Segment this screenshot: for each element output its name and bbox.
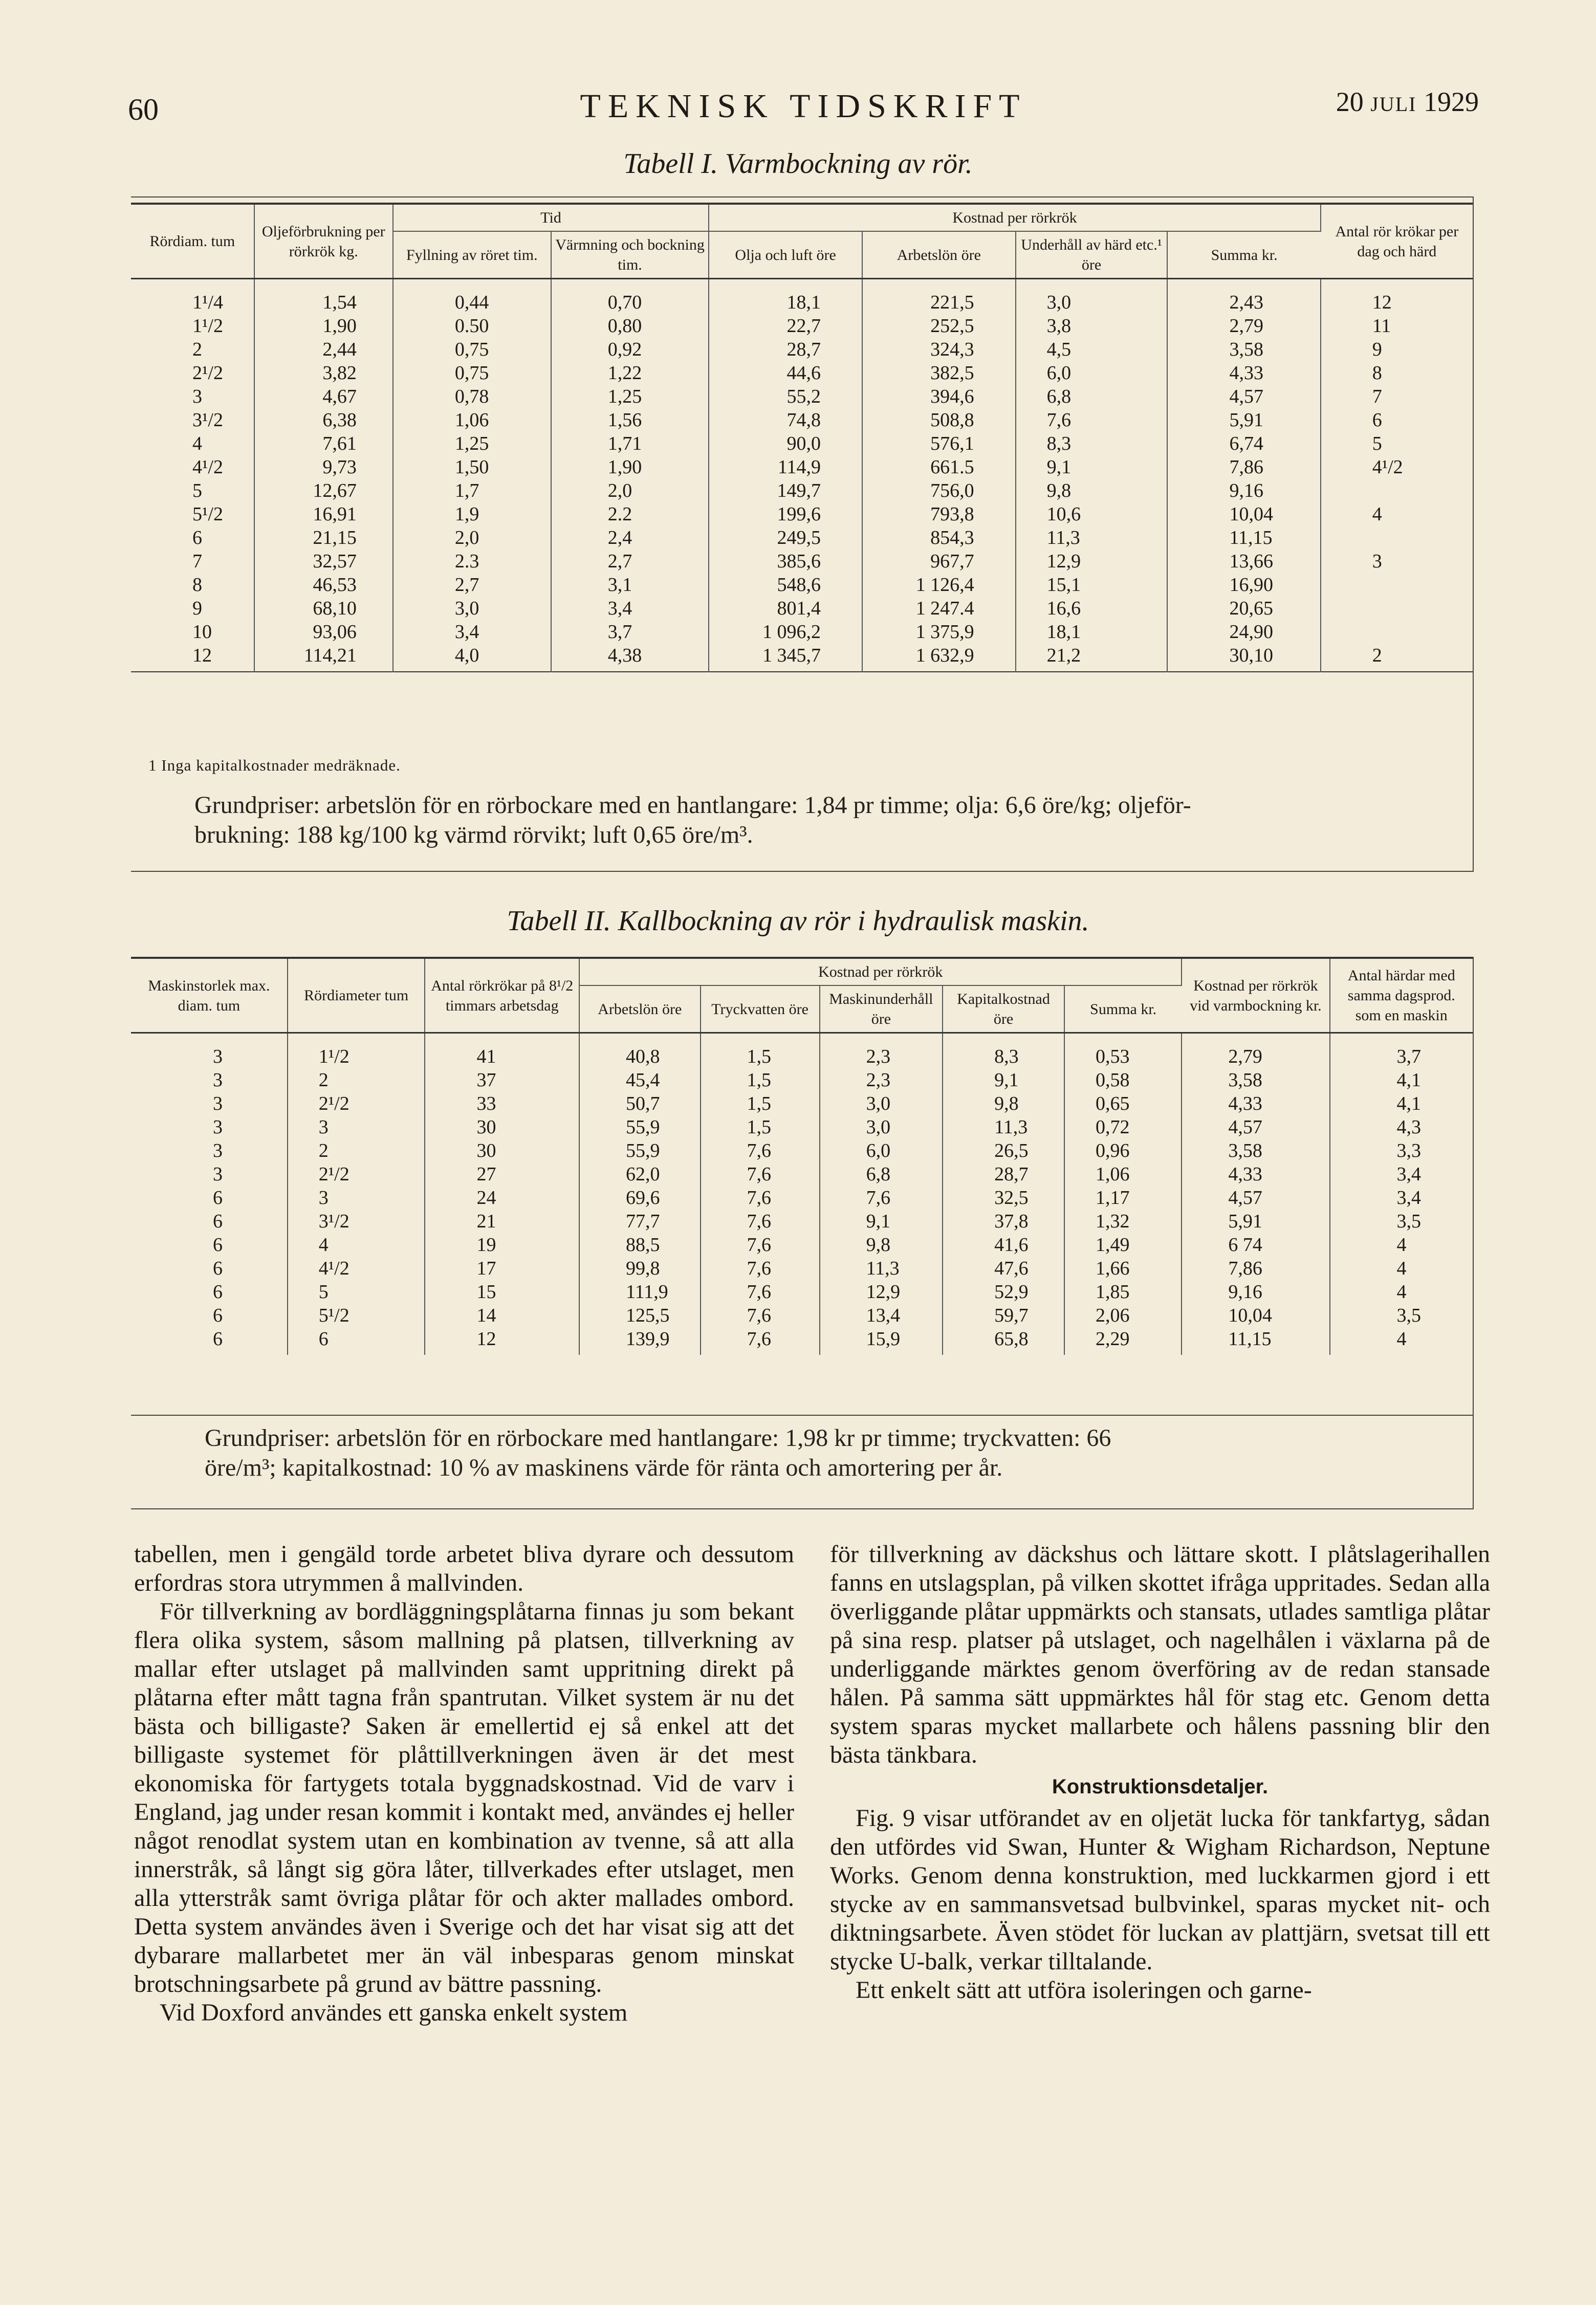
t2-col-tryckvatten: 1,5 1,5 1,5 1,5 7,6 7,6 7,6 7,6 7,6 7,6 7,6 7,6 7,6	[701, 1033, 820, 1355]
t2-col-kostnad-varm: 2,79 3,58 4,33 4,57 3,58 4,33 4,57 5,91 6 74 7,86 9,16 10,04 11,15	[1182, 1033, 1329, 1355]
t1-col-fyllning: 0,44 0.50 0,75 0,75 0,78 1,06 1,25 1,50 1,7 1,9 2,0 2.3 2,7 3,0 3,4 4,0	[393, 279, 551, 672]
t2-header-kapitalkostnad: Kapitalkostnad öre	[943, 985, 1064, 1033]
left-paragraph-1: tabellen, men i gengäld torde arbetet bliva dyrare och dessutom erfordras stora utrymmen å mallvinden.	[134, 1541, 794, 1596]
t2-header-maskinstorlek: Maskinstorlek max. diam. tum	[131, 958, 288, 1033]
date-year: 1929	[1424, 86, 1479, 117]
t1-header-group-tid: Tid	[393, 204, 709, 231]
t2-header-antal-rorkrokar: Antal rörkrökar på 8¹/2 timmars arbetsdag	[425, 958, 579, 1033]
table1-caption: Tabell I. Varmbockning av rör.	[623, 148, 973, 180]
t1-header-underhall: Underhåll av härd etc.¹ öre	[1016, 231, 1168, 279]
t1-col-summa: 2,43 2,79 3,58 4,33 4,57 5,91 6,74 7,86 9,16 10,04 11,15 13,66 16,90 20,65 24,90 30,10	[1167, 279, 1320, 672]
t2-header-kostnad-varm: Kostnad per rörkrök vid varmbockning kr.	[1182, 958, 1329, 1033]
table2-note	[205, 1423, 1463, 1483]
t2-col-antal-hardar: 3,7 4,1 4,1 4,3 3,3 3,4 3,4 3,5 4 4 4 3,5 4	[1396, 1046, 1421, 1350]
table2-caption: Tabell II. Kallbockning av rör i hydraulisk maskin.	[507, 905, 1089, 937]
table2-note-line1: Grundpriser: arbetslön för en rörbockare med hantlangare: 1,98 kr pr timme; tryckvatten: 66	[205, 1424, 1111, 1452]
t2-col-rordiameter: 1¹/2 2 2¹/2 3 2 2¹/2 3 3¹/2 4 4¹/2 5 5¹/2 6	[288, 1033, 425, 1355]
body-column-left	[134, 1540, 794, 2027]
t1-header-oljeforbrukning: Oljeförbrukning per rörkrök kg.	[254, 204, 393, 279]
table1-box-right	[1473, 196, 1474, 872]
t1-header-arbetslon: Arbetslön öre	[862, 231, 1016, 279]
body-column-right	[830, 1540, 1490, 2005]
t2-header-summa: Summa kr.	[1090, 1000, 1157, 1018]
t2-col-arbetslon: 40,8 45,4 50,7 55,9 55,9 62,0 69,6 77,7 88,5 99,8 111,9 125,5 139,9	[579, 1033, 701, 1355]
t2-header-tryckvatten: Tryckvatten öre	[701, 985, 820, 1033]
issue-date	[1336, 86, 1479, 118]
table1-note	[194, 791, 1463, 850]
right-paragraph-2: Fig. 9 visar utförandet av en oljetät lucka för tankfartyg, sådan den utfördes vid Swan, Hunter & Wigham Richardson, Neptune Works. Genom denna konstruktion, med luckkarmen gjord i ett stycke av en sammansvetsad bulbvinkel, sparas mycket nit- och diktningsarbete. Även stödet för luckan av plattjärn, svetsat till ett stycke U-balk, verkar tilltalande.	[830, 1805, 1490, 1975]
t1-header-rordiam: Rördiam. tum	[131, 204, 254, 279]
t1-header-olja: Olja och luft öre	[709, 231, 862, 279]
t2-col-summa: 0,53 0,58 0,65 0,72 0,96 1,06 1,17 1,32 1,49 1,66 1,85 2,06 2,29	[1064, 1033, 1182, 1355]
right-paragraph-3: Ett enkelt sätt att utföra isoleringen och garne-	[856, 1977, 1312, 2004]
page-header	[128, 82, 1479, 138]
t1-header-antal: Antal rör krökar per dag och härd	[1335, 223, 1459, 260]
t1-header-varmning: Värmning och bockning tim.	[551, 231, 709, 279]
journal-title: TEKNISK TIDSKRIFT	[580, 87, 1027, 125]
t2-col-antal-rorkrokar: 41 37 33 30 30 27 24 21 19 17 15 14 12	[425, 1033, 579, 1355]
t1-header-group-kostnad: Kostnad per rörkrök	[709, 204, 1320, 231]
t1-col-antal: 12 11 9 8 7 6 5 4¹/2 4 3 2	[1372, 292, 1403, 666]
t1-col-varmning: 0,70 0,80 0,92 1,22 1,25 1,56 1,71 1,90 2,0 2.2 2,4 2,7 3,1 3,4 3,7 4,38	[551, 279, 709, 672]
table1-note-line2: brukning: 188 kg/100 kg värmd rörvikt; luft 0,65 öre/m³.	[194, 821, 753, 848]
table2-note-line2: öre/m³; kapitalkostnad: 10 % av maskinens värde för ränta och amortering per år.	[205, 1454, 1003, 1481]
t1-col-rordiam: 1¹/4 1¹/2 2 2¹/2 3 3¹/2 4 4¹/2 5 5¹/2 6 7 8 9 10 12	[131, 279, 254, 672]
table1-footnote: 1 Inga kapitalkostnader medräknade.	[148, 756, 401, 774]
table1-note-line1: Grundpriser: arbetslön för en rörbockare med en hantlangare: 1,84 pr timme; olja: 6,6 öre/kg; oljeför-	[194, 792, 1191, 819]
date-month: JULI	[1370, 93, 1417, 116]
left-paragraph-2: För tillverkning av bordläggningsplåtarna finnas ju som bekant flera olika system, såsom mallning på platsen, tillverkning av mallar efter utslaget på mallvinden samt uppritning direkt på plåtarna efter mått tagna från spantrutan. Vilket system är nu det bästa och billigaste? Saken är emellertid ej så enkel att det billigaste systemet för plåttillverkningen även är det mest ekonomiska för fartygets totala byggnadskostnad. Vid de varv i England, jag under resan kommit i kontakt med, användes ej heller något renodlat system utan en kombination av tvenne, så att alla innerstråk, så långt sig göra låter, tillverkades efter utslaget, men alla ytterstråk samt övriga plåtar för och akter mallades ombord. Detta system användes även i Sverige och det har visat sig att det dybarare mallarbetet mer än väl inbesparas genom minskat brotschningsarbete på grund av bättre passning.	[134, 1598, 794, 1997]
table2-box-bottom	[131, 1508, 1474, 1509]
t2-header-arbetslon: Arbetslön öre	[579, 985, 701, 1033]
t2-col-kapitalkostnad: 8,3 9,1 9,8 11,3 26,5 28,7 32,5 37,8 41,6 47,6 52,9 59,7 65,8	[943, 1033, 1064, 1355]
t1-col-oljeforbrukning: 1,54 1,90 2,44 3,82 4,67 6,38 7,61 9,73 12,67 16,91 21,15 32,57 46,53 68,10 93,06 114,21	[254, 279, 393, 672]
table2-note-rule	[131, 1415, 1474, 1416]
t2-header-group-kostnad: Kostnad per rörkrök	[579, 958, 1182, 985]
table1-top-rule	[131, 196, 1473, 197]
t1-header-fyllning: Fyllning av röret tim.	[393, 231, 551, 279]
t2-col-maskinunderhall: 2,3 2,3 3,0 3,0 6,0 6,8 7,6 9,1 9,8 11,3 12,9 13,4 15,9	[820, 1033, 943, 1355]
section-heading: Konstruktionsdetaljer.	[1052, 1775, 1269, 1798]
date-day: 20	[1336, 86, 1364, 117]
table2-box-right	[1473, 957, 1474, 1509]
t1-col-olja: 18,1 22,7 28,7 44,6 55,2 74,8 90,0 114,9 149,7 199,6 249,5 385,6 548,6 801,4 1 096,2 1 345,7	[709, 279, 862, 672]
t1-header-summa: Summa kr.	[1211, 246, 1278, 264]
t2-header-maskinunderhall: Maskinunderhåll öre	[820, 985, 943, 1033]
t1-col-underhall: 3,0 3,8 4,5 6,0 6,8 7,6 8,3 9,1 9,8 10,6 11,3 12,9 15,1 16,6 18,1 21,2	[1016, 279, 1168, 672]
t2-header-antal-hardar: Antal härdar med samma dagsprod. som en maskin	[1347, 967, 1455, 1024]
t2-col-maskinstorlek: 3 3 3 3 3 3 6 6 6 6 6 6 6	[131, 1033, 288, 1355]
right-paragraph-1: för tillverkning av däckshus och lättare skott. I plåtslagerihallen fanns en utslagsplan, på vilken skottet ifråga uppritades. Sedan alla överliggande plåtar uppmärkts och stansats, utlades samtliga plåtar på sina resp. platser på utslaget, och nagelhålen i växlarna på de underliggande märktes genom överföring av de redan stansade hålen. På samma sätt uppmärktes hål för stag etc. Genom detta system sparas mycket mallarbete och hålens passning blir den bästa tänkbara.	[830, 1541, 1490, 1768]
t2-header-rordiameter: Rördiameter tum	[288, 958, 425, 1033]
table2	[131, 957, 1473, 1355]
t1-col-arbetslon: 221,5 252,5 324,3 382,5 394,6 508,8 576,1 661.5 756,0 793,8 854,3 967,7 1 126,4 1 247.4 1 375,9 1 632,9	[862, 279, 1016, 672]
table1	[131, 203, 1473, 672]
left-paragraph-3: Vid Doxford användes ett ganska enkelt system	[160, 1999, 628, 2026]
page-number: 60	[128, 93, 159, 126]
table1-box-bottom	[131, 871, 1474, 872]
